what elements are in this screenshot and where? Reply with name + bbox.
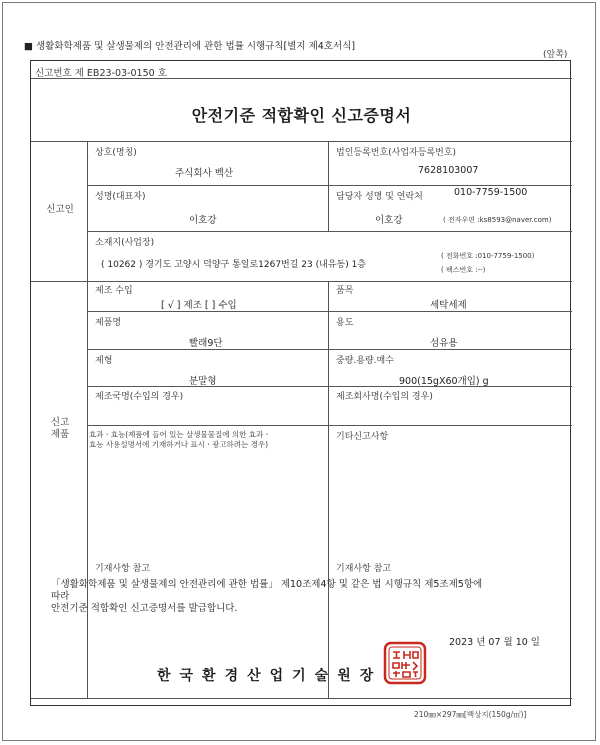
- claims-label-line2: 효능 사용설명서에 기재하거나 표시ㆍ광고하려는 경우): [89, 440, 269, 449]
- product-section-label-1: 신고: [50, 417, 70, 428]
- certificate-form: [30, 60, 571, 706]
- weight-label: 중량.용량.매수: [336, 356, 394, 366]
- company-label: 상호(명칭): [95, 148, 137, 158]
- form-value: 분말형: [189, 376, 217, 387]
- applicant-section-label: 신고인: [46, 204, 74, 215]
- divider: [87, 185, 572, 186]
- weight-value: 900(15gX60개입) g: [399, 376, 489, 387]
- statement-line2: 따라: [51, 591, 70, 602]
- item-label: 품목: [336, 286, 354, 296]
- divider: [31, 698, 572, 699]
- product-name-value: 빨래9단: [189, 338, 223, 349]
- manager-phone: 010-7759-1500: [454, 187, 528, 198]
- reference-left: 기재사항 참고: [95, 564, 151, 574]
- official-seal-icon: [383, 641, 427, 685]
- claims-label-line1: 효과ㆍ효능(제품에 들어 있는 살생물물질에 의한 효과ㆍ: [89, 430, 271, 439]
- document-title: 안전기준 적합확인 신고증명서: [191, 106, 412, 125]
- law-reference: ■ 생활화학제품 및 살생물제의 안전관리에 관한 법률 시행규칙[별지 제4호서식]: [24, 41, 356, 52]
- divider: [31, 78, 572, 79]
- type-label: 제조 수입: [95, 286, 133, 296]
- manager-email: ( 전자우편 :ks8593@naver.com): [443, 216, 552, 224]
- use-label: 용도: [336, 318, 354, 328]
- divider: [87, 349, 572, 350]
- form-label: 제형: [95, 356, 113, 366]
- paper-specification: 210㎜×297㎜[백상지(150g/㎡)]: [414, 710, 527, 719]
- registration-value: 7628103007: [418, 165, 479, 176]
- product-section-label: [37, 417, 83, 441]
- statement-line3: 안전기준 적합확인 신고증명서를 발급합니다.: [51, 603, 238, 614]
- manufacturer-label: 제조회사명(수입의 경우): [336, 392, 433, 402]
- report-number: 신고번호 제 EB23-03-0150 호: [35, 68, 167, 79]
- item-value: 세탁세제: [430, 300, 467, 311]
- representative-value: 이호강: [189, 215, 217, 226]
- divider: [31, 141, 572, 142]
- manager-name: 이호강: [375, 215, 403, 226]
- page-side-label: (앞쪽): [543, 50, 568, 60]
- company-value: 주식회사 벡산: [175, 168, 234, 179]
- divider: [87, 425, 572, 426]
- divider: [328, 281, 329, 698]
- type-value: [ √ ] 제조 [ ] 수입: [161, 300, 237, 311]
- manufacturing-country-label: 제조국명(수입의 경우): [95, 392, 184, 402]
- address-phone: ( 전화번호 :010-7759-1500): [441, 252, 535, 260]
- issuing-agency: 한국환경산업기술원장: [157, 668, 383, 684]
- product-section-label-2: 제품: [50, 429, 70, 440]
- use-value: 섬유용: [430, 338, 458, 349]
- product-name-label: 제품명: [95, 318, 122, 328]
- address-label: 소재지(사업장): [95, 238, 155, 248]
- divider: [87, 386, 572, 387]
- other-report-label: 기타신고사항: [336, 432, 389, 442]
- manager-label: 담당자 성명 및 연락처: [336, 192, 423, 202]
- representative-label: 성명(대표자): [95, 192, 146, 202]
- divider: [87, 311, 572, 312]
- divider: [87, 231, 572, 232]
- divider: [31, 281, 572, 282]
- address-fax: ( 팩스번호 :--): [441, 266, 486, 274]
- issue-date: 2023 년 07 월 10 일: [449, 637, 540, 648]
- statement-line1: 「생활화학제품 및 살생물제의 안전관리에 관한 법률」 제10조제4항 및 같은 법 시행규칙 제5조제5항에: [51, 579, 483, 590]
- registration-label: 법인등록번호(사업자등록번호): [336, 148, 457, 158]
- address-value: ( 10262 ) 경기도 고양시 덕양구 통일로1267번길 23 (내유동) 1층: [101, 260, 366, 270]
- reference-right: 기재사항 참고: [336, 564, 392, 574]
- divider: [328, 141, 329, 231]
